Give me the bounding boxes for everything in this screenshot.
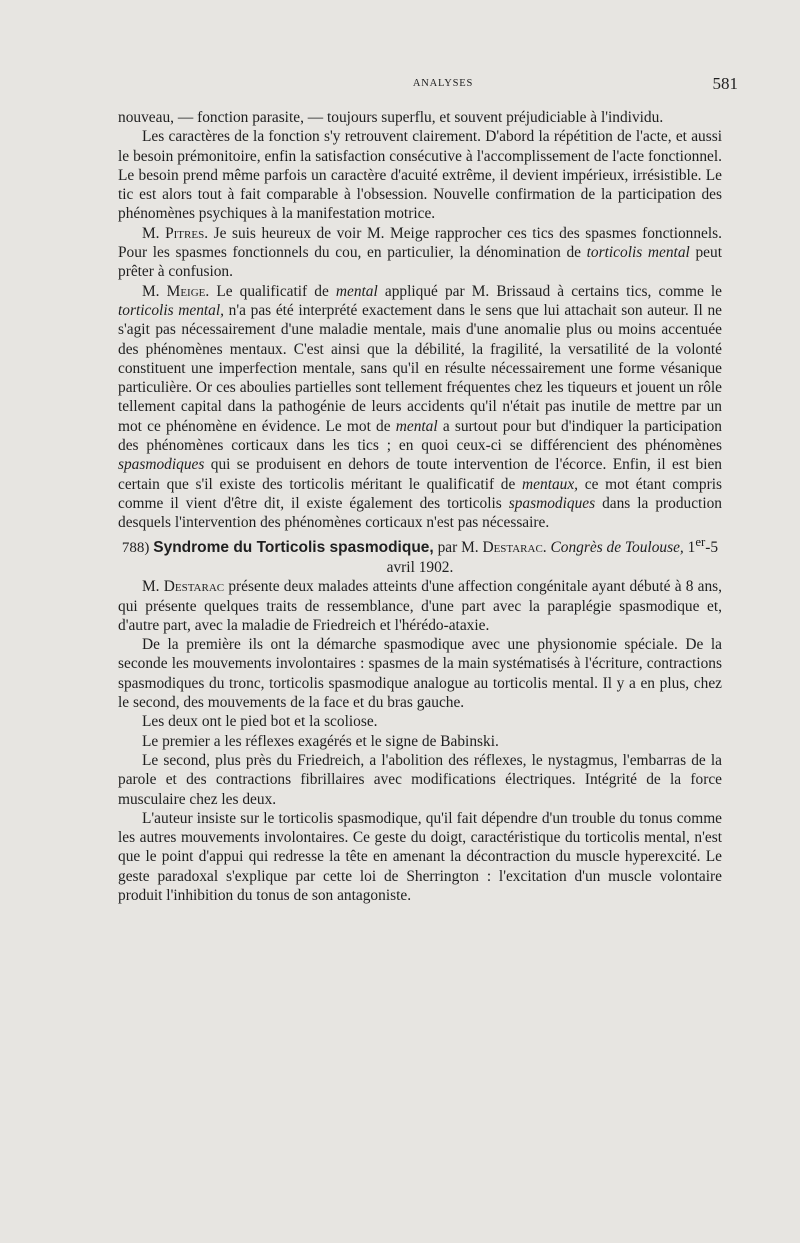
- paragraph-continuation: nouveau, — fonction parasite, — toujours superflu, et souvent préjudiciable à l'individu.: [118, 109, 664, 126]
- paragraph-conclusion: L'auteur insiste sur le torticolis spasmodique, qu'il fait dépendre d'un trouble du tonus comme les autres mouvements involontaires. Ce geste du doigt, caractéristique du torticolis mental, n'est que le point d'appui qui redresse la tête en amenant la décontraction du muscle hyperexcité. Le geste paradoxal s'explique par cette loi de Sherrington : l'excitation d'un muscle volontaire produit l'inhibition du tonus de son antagoniste.: [118, 809, 722, 904]
- term-mental: mental: [335, 282, 378, 300]
- term-torticolis-mental: torticolis mental,: [118, 301, 224, 319]
- term-spasmodiques: spasmodiques: [118, 456, 205, 474]
- article-heading: [118, 533, 722, 578]
- paragraph-symptoms: De la première ils ont la démarche spasmodique avec une physionomie spéciale. De la seconde les mouvements involontaires : spasmes de la main systématisés à l'écriture, contractions spasmodiques du tronc, torticolis spasmodique analogue au torticolis mental. Il y a en plus, chez le second, des mouvements de la face et du bras gauche.: [118, 636, 722, 712]
- article-venue: Congrès de Toulouse,: [550, 538, 684, 556]
- article-author: Destarac.: [482, 538, 547, 556]
- speaker-pitres: M. Pitres.: [142, 224, 209, 242]
- paragraph-first-patient: Le premier a les réflexes exagérés et le signe de Babinski.: [142, 732, 499, 750]
- speaker-meige: M. Meige.: [142, 282, 210, 300]
- article-title: Syndrome du Torticolis spasmodique,: [153, 538, 434, 556]
- paragraph-common-signs: Les deux ont le pied bot et la scoliose.: [142, 713, 378, 731]
- text-run: peut prêter à confusion.: [118, 244, 722, 281]
- text-run: présente deux malades atteints d'une affection congénitale ayant débuté à 8 ans, qui présente quelques traits de ressemblance, d'une part avec la paraplégie spasmodique et, d'autre part, avec la maladie de Friedreich et l'hérédo-ataxie.: [118, 578, 723, 634]
- article-date: -5 avril 1902.: [386, 538, 719, 576]
- speaker-destarac: M. Destarac: [142, 578, 225, 596]
- term-mental: mental: [395, 417, 438, 435]
- paragraph-pitres-remark: [118, 224, 722, 282]
- page-body: [118, 108, 722, 905]
- term-mentaux: mentaux,: [522, 475, 579, 493]
- text-run: Le qualificatif de: [209, 282, 336, 300]
- term-spasmodiques: spasmodiques: [508, 494, 596, 512]
- text-run: par M.: [433, 538, 483, 556]
- text-run: a surtout pour but d'indiquer la participation des phénomènes corticaux dans les tics ; en quoi ceux-ci se différencient des phénomènes: [118, 417, 722, 455]
- article-date: 1: [683, 538, 696, 556]
- paragraph-function-characters: Les caractères de la fonction s'y retrouvent clairement. D'abord la répétition de l'acte, et aussi le besoin prémonitoire, enfin la satisfaction consécutive à l'accomplissement de l'acte fonctionnel. Le besoin prend même parfois un caractère d'acuité extrême, il devient impérieux, irrésistible. Le tic est alors tout à fait comparable à l'obsession. Nouvelle confirmation de la participation des phénomènes psychiques à la manifestation motrice.: [118, 128, 722, 223]
- text-run: qui se produisent en dehors de toute intervention de l'écorce. Enfin, il est bien certain que s'il existe des torticolis méritant le qualificatif de: [118, 456, 722, 493]
- term-torticolis-mental: torticolis mental: [586, 244, 690, 262]
- date-superscript: er: [695, 534, 706, 549]
- text-run: appliqué par M. Brissaud à certains tics, comme le: [377, 282, 722, 300]
- text-run: dans la production desquels l'intervention des phénomènes corticaux n'est pas nécessaire.: [118, 494, 722, 532]
- text-run: Je suis heureux de voir M. Meige rapprocher ces tics des spasmes fonctionnels. Pour les spasmes fonctionnels du cou, en particulier, la dénomination de: [118, 224, 723, 262]
- paragraph-destarac-patients: [118, 577, 722, 635]
- paragraph-meige-reply: [118, 282, 722, 533]
- text-run: n'a pas été interprété exactement dans le sens que lui attachait son auteur. Il ne s'agit pas nécessairement d'une maladie mentale, mais d'une anomalie plus ou moins accentuée des phénomènes mentaux. C'est ainsi que la débilité, la fragilité, la versatilité de la volonté constituent une imperfection mentale, sans qu'il en résulte nécessairement une forme vésanique particulière. Or ces aboulies partielles sont tellement fréquentes chez les tiqueurs et jouent un rôle tellement capital dans la pathogénie de leurs accidents qu'il n'était pas inutile de mettre par un mot ce phénomène en évidence. Le mot de: [118, 301, 722, 435]
- page-header: [118, 74, 738, 96]
- paragraph-second-patient: Le second, plus près du Friedreich, a l'abolition des réflexes, le nystagmus, l'embarras de la parole et des contractions fibrillaires avec modifications électriques. Intégrité de la force musculaire chez les deux.: [118, 751, 722, 808]
- article-number: 788): [121, 539, 150, 556]
- text-run: ce mot étant compris comme il vient d'être dit, il existe également des torticolis: [118, 475, 722, 512]
- running-head: ANALYSES: [412, 78, 474, 89]
- page-number: 581: [712, 74, 738, 93]
